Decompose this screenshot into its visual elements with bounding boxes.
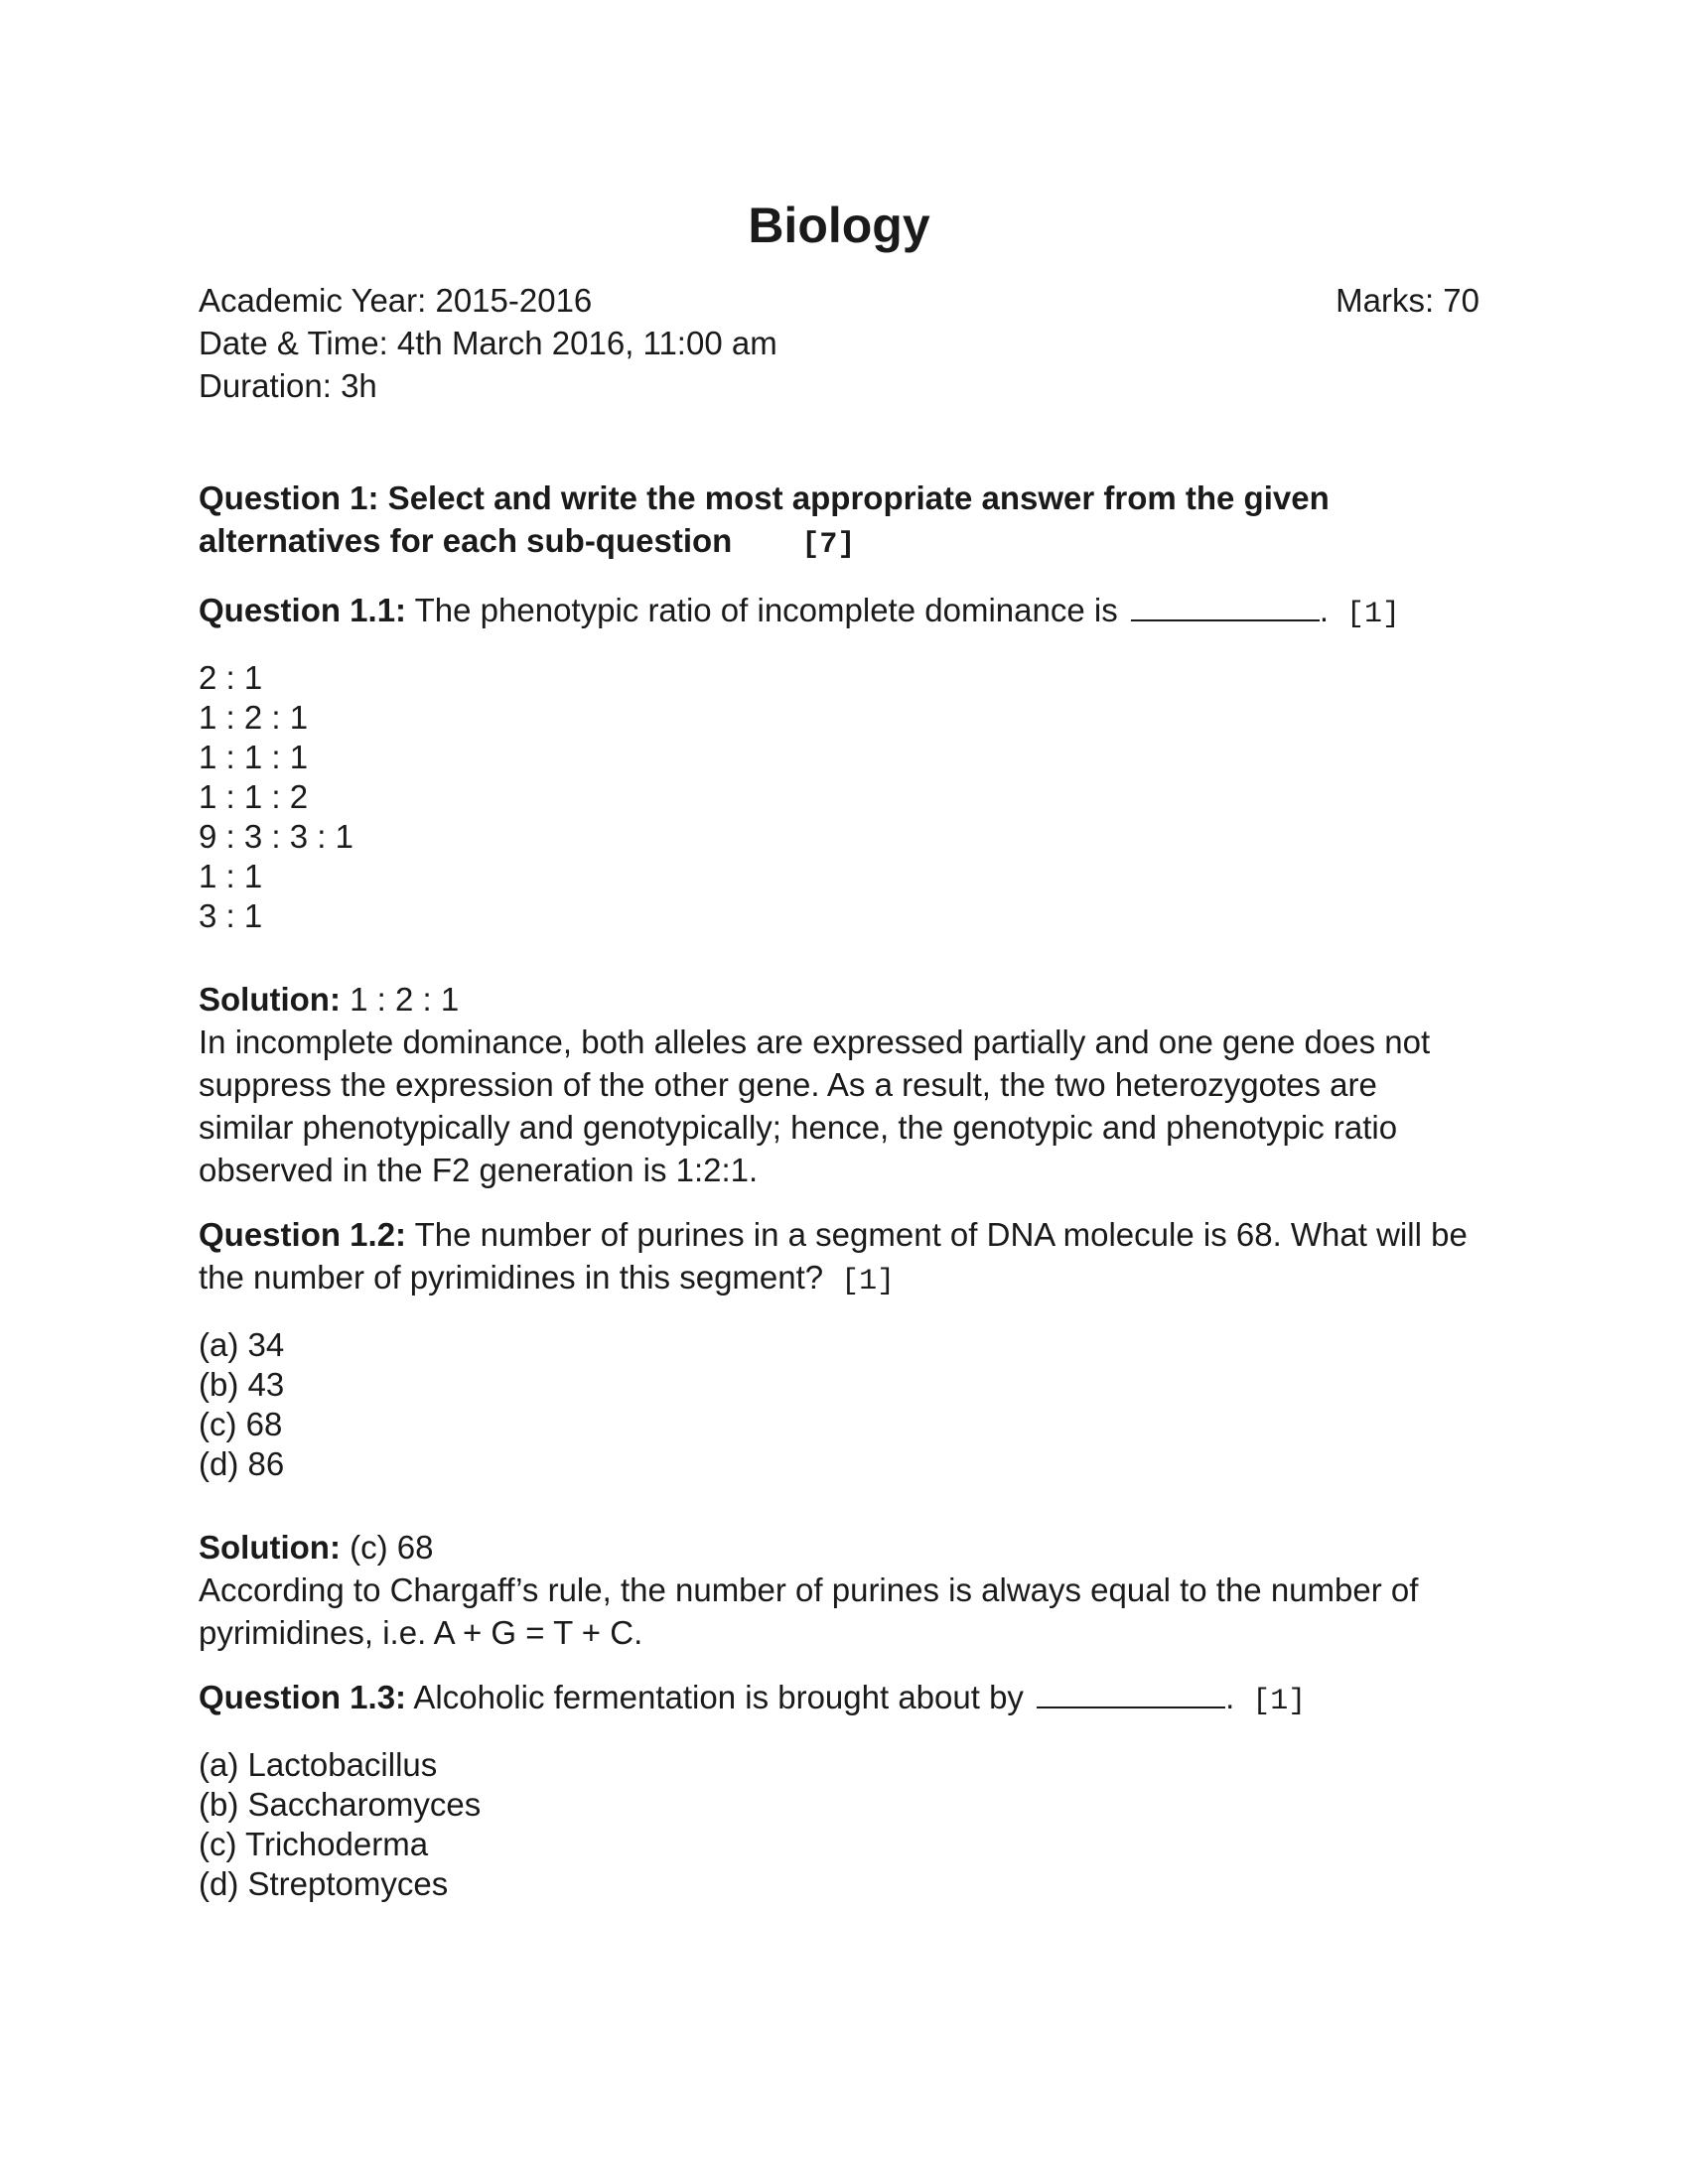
question-1-1-marks: [1] (1346, 598, 1401, 631)
total-marks: Marks: 70 (1336, 282, 1479, 319)
meta-row (199, 279, 1479, 322)
question-1-1 (199, 589, 1479, 636)
exam-page (199, 194, 1479, 1904)
question-1-3 (199, 1676, 1479, 1723)
duration: Duration: 3h (199, 367, 377, 404)
option: (a) 34 (199, 1326, 285, 1363)
option: (b) Saccharomyces (199, 1786, 482, 1823)
solution-label: Solution: (199, 981, 341, 1018)
question-1-3-label: Question 1.3: (199, 1679, 407, 1715)
date-time: Date & Time: 4th March 2016, 11:00 am (199, 325, 777, 361)
option: 1 : 2 : 1 (199, 699, 309, 736)
question-1-2 (199, 1213, 1479, 1303)
question-1-2-marks: [1] (841, 1265, 896, 1298)
answer-blank (1131, 590, 1320, 621)
question-1-2-options (199, 1325, 1479, 1484)
option: (c) 68 (199, 1406, 283, 1442)
solution-answer: 1 : 2 : 1 (350, 981, 460, 1018)
question-1-3-marks: [1] (1252, 1685, 1307, 1718)
solution-text: According to Chargaff’s rule, the number of purines is always equal to the number of pyrimidines, i.e. A + G = T + C. (199, 1571, 1419, 1651)
solution-answer: (c) 68 (350, 1529, 434, 1566)
page-title: Biology (748, 198, 930, 253)
option: 1 : 1 : 1 (199, 739, 309, 775)
question-1-3-text: Alcoholic fermentation is brought about by (413, 1679, 1024, 1715)
question-1-1-text: The phenotypic ratio of incomplete dominance is (414, 592, 1118, 628)
answer-blank (1037, 1677, 1225, 1708)
option: 1 : 1 (199, 858, 263, 894)
question-1-3-options (199, 1745, 1479, 1904)
question-1-1-solution (199, 978, 1479, 1191)
option: (b) 43 (199, 1366, 285, 1403)
question-1-2-solution (199, 1526, 1479, 1654)
option: 9 : 3 : 3 : 1 (199, 818, 353, 855)
question-1-text: Question 1: Select and write the most appropriate answer from the given alternatives for each sub-question (199, 479, 1330, 559)
option: (d) Streptomyces (199, 1865, 449, 1902)
academic-year: Academic Year: 2015-2016 (199, 282, 593, 319)
question-1-2-text: The number of purines in a segment of DNA molecule is 68. What will be the number of pyrimidines in this segment? (199, 1216, 1468, 1296)
option: 2 : 1 (199, 659, 263, 696)
question-1-heading (199, 477, 1479, 567)
solution-heading (199, 1526, 1479, 1569)
option: (c) Trichoderma (199, 1826, 429, 1862)
question-1-1-label: Question 1.1: (199, 592, 407, 628)
solution-text: In incomplete dominance, both alleles are expressed partially and one gene does not suppress the expression of the other gene. As a result, the two heterozygotes are similar phenotypically and genotypically; hence, the genotypic and phenotypic ratio observed in the F2 generation is 1:2:1. (199, 1024, 1431, 1188)
question-1-1-options (199, 658, 1479, 936)
option: 3 : 1 (199, 897, 263, 934)
question-1-marks: [7] (801, 528, 856, 562)
question-1-2-label: Question 1.2: (199, 1216, 407, 1253)
solution-label: Solution: (199, 1529, 341, 1566)
question-1-3-end: . (1225, 1679, 1235, 1715)
option: (d) 86 (199, 1445, 285, 1482)
option: (a) Lactobacillus (199, 1746, 438, 1783)
question-1-1-end: . (1319, 592, 1330, 628)
solution-heading (199, 978, 1479, 1021)
option: 1 : 1 : 2 (199, 778, 309, 815)
